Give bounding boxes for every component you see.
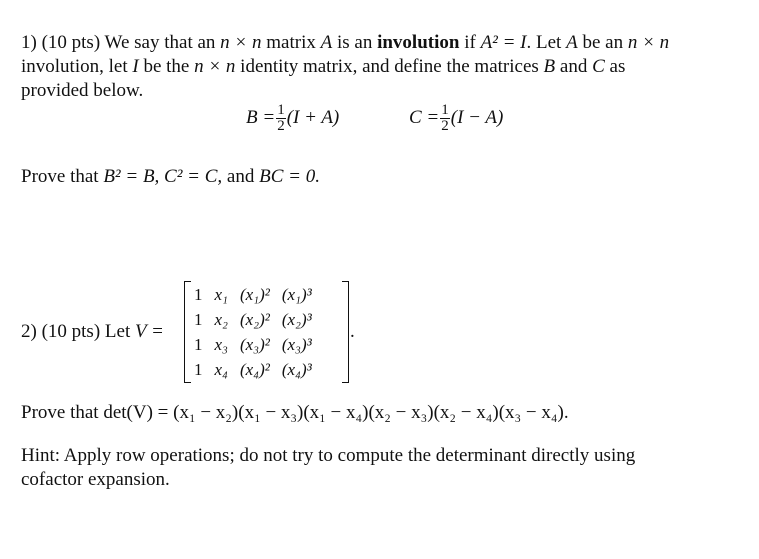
matrix-cell: (x₃)³ [281, 335, 312, 354]
problem1-line2: involution, let I be the n × n identity matrix, and define the matrices B and C as [21, 56, 626, 77]
matrix-cell: (x₁)³ [281, 285, 312, 304]
matrix-cell: x₂ [214, 310, 228, 329]
matrix-row [188, 307, 318, 332]
problem2-hint-line1: Hint: Apply row operations; do not try to compute the determinant directly using [21, 445, 636, 466]
matrix-right-bracket [342, 281, 349, 383]
matrix-cell: (x₂)² [239, 310, 270, 329]
problem2-prove: Prove that det(V) = (x₁ − x₂)(x₁ − x₃)(x₁ − x₄)(x₂ − x₃)(x₂ − x₄)(x₃ − x₄). [21, 402, 569, 423]
involution-term: involution [377, 32, 460, 53]
matrix-cell: (x₄)³ [281, 360, 312, 379]
matrix-period: . [350, 321, 355, 342]
matrix-row [188, 282, 318, 307]
matrix-row [188, 357, 318, 382]
matrix-cell: (x₄)² [239, 360, 270, 379]
matrix-cell: 1 [194, 285, 203, 304]
matrix-cell: 1 [194, 360, 203, 379]
vandermonde-matrix [188, 282, 318, 382]
matrix-cell: (x₁)² [239, 285, 270, 304]
matrix-cell: 1 [194, 335, 203, 354]
matrix-cell: 1 [194, 310, 203, 329]
problem2-label: 2) (10 pts) Let V = [21, 321, 164, 342]
formula-B: B = $\frac{1}{2}$ (I + A) [246, 102, 340, 135]
matrix-cell: x₃ [214, 335, 228, 354]
matrix-cell: (x₃)² [239, 335, 270, 354]
matrix-row [188, 332, 318, 357]
formula-C: C = $\frac{1}{2}$ (I − A) [409, 102, 504, 135]
problem1-line3: provided below. [21, 80, 144, 101]
matrix-cell: x₄ [214, 360, 228, 379]
matrix-cell: x₁ [214, 285, 228, 304]
problem1-line1: 1) (10 pts) We say that an n × n matrix A is an involution if A² = I. Let A be an n × n [21, 32, 670, 53]
problem1-prove: Prove that B² = B, C² = C, and BC = 0. [21, 166, 320, 187]
problem2-hint-line2: cofactor expansion. [21, 469, 170, 490]
matrix-cell: (x₂)³ [281, 310, 312, 329]
